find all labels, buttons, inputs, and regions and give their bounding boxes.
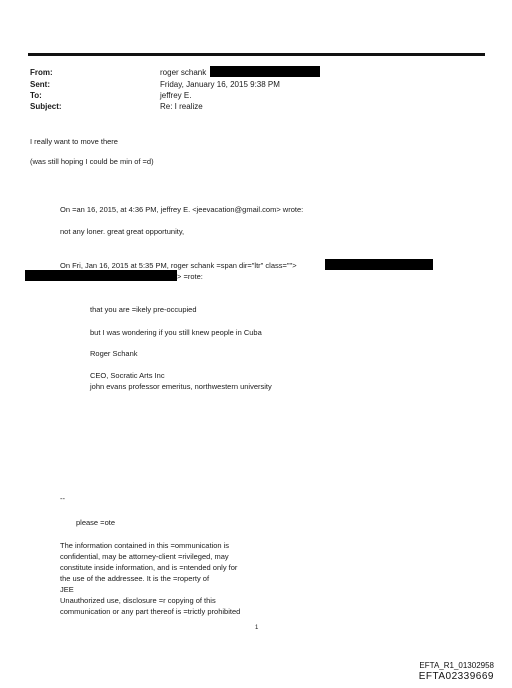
disclaimer-line: communication or any part thereof is =trictly prohibited [60,607,241,616]
quote-header-cont: > =rote: [177,272,203,281]
disclaimer-line: JEE [60,585,74,594]
sent-value: Friday, January 16, 2015 9:38 PM [160,80,280,89]
sent-label: Sent: [30,80,50,89]
quote-line: but I was wondering if you still knew people in Cuba [90,328,262,337]
body-line: I really want to move there [30,137,118,146]
disclaimer-line: The information contained in this =ommunication is [60,541,230,550]
redaction-block [210,66,320,77]
quote-text: not any loner. great great opportunity, [60,227,185,236]
subject-value: Re: I realize [160,102,203,111]
quote-line: that you are =ikely pre-occupied [90,305,197,314]
document-id-secondary: EFTA02339669 [418,671,494,682]
page-number: 1 [255,625,259,631]
signature-name: Roger Schank [90,349,138,358]
quote-header: On =an 16, 2015, at 4:36 PM, jeffrey E. <jeevacation@gmail.com> wrote: [60,205,304,214]
disclaimer-line: constitute inside information, and is =ntended only for [60,563,238,572]
signature-title: CEO, Socratic Arts Inc [90,371,165,380]
subject-label: Subject: [30,102,62,111]
header-rule [28,53,485,56]
disclaimer-line: Unauthorized use, disclosure =r copying of this [60,596,216,605]
document-id: EFTA_R1_01302958 [419,661,494,670]
disclaimer-line: confidential, may be attorney-client =rivileged, may [60,552,229,561]
from-value: roger schank [160,68,207,77]
to-value: jeffrey E. [160,91,192,100]
redaction-block [25,270,177,281]
signature-separator: -- [60,494,65,503]
from-label: From: [30,68,53,77]
to-label: To: [30,91,42,100]
redaction-block [325,259,433,270]
quote-header: On Fri, Jan 16, 2015 at 5:35 PM, roger schank =span dir="ltr" class=""> [60,261,297,270]
disclaimer-line: the use of the addressee. It is the =roperty of [60,574,210,583]
signature-affiliation: john evans professor emeritus, northwestern university [90,382,272,391]
please-note: please =ote [76,518,115,527]
body-line: (was still hoping I could be min of =d) [30,157,154,166]
